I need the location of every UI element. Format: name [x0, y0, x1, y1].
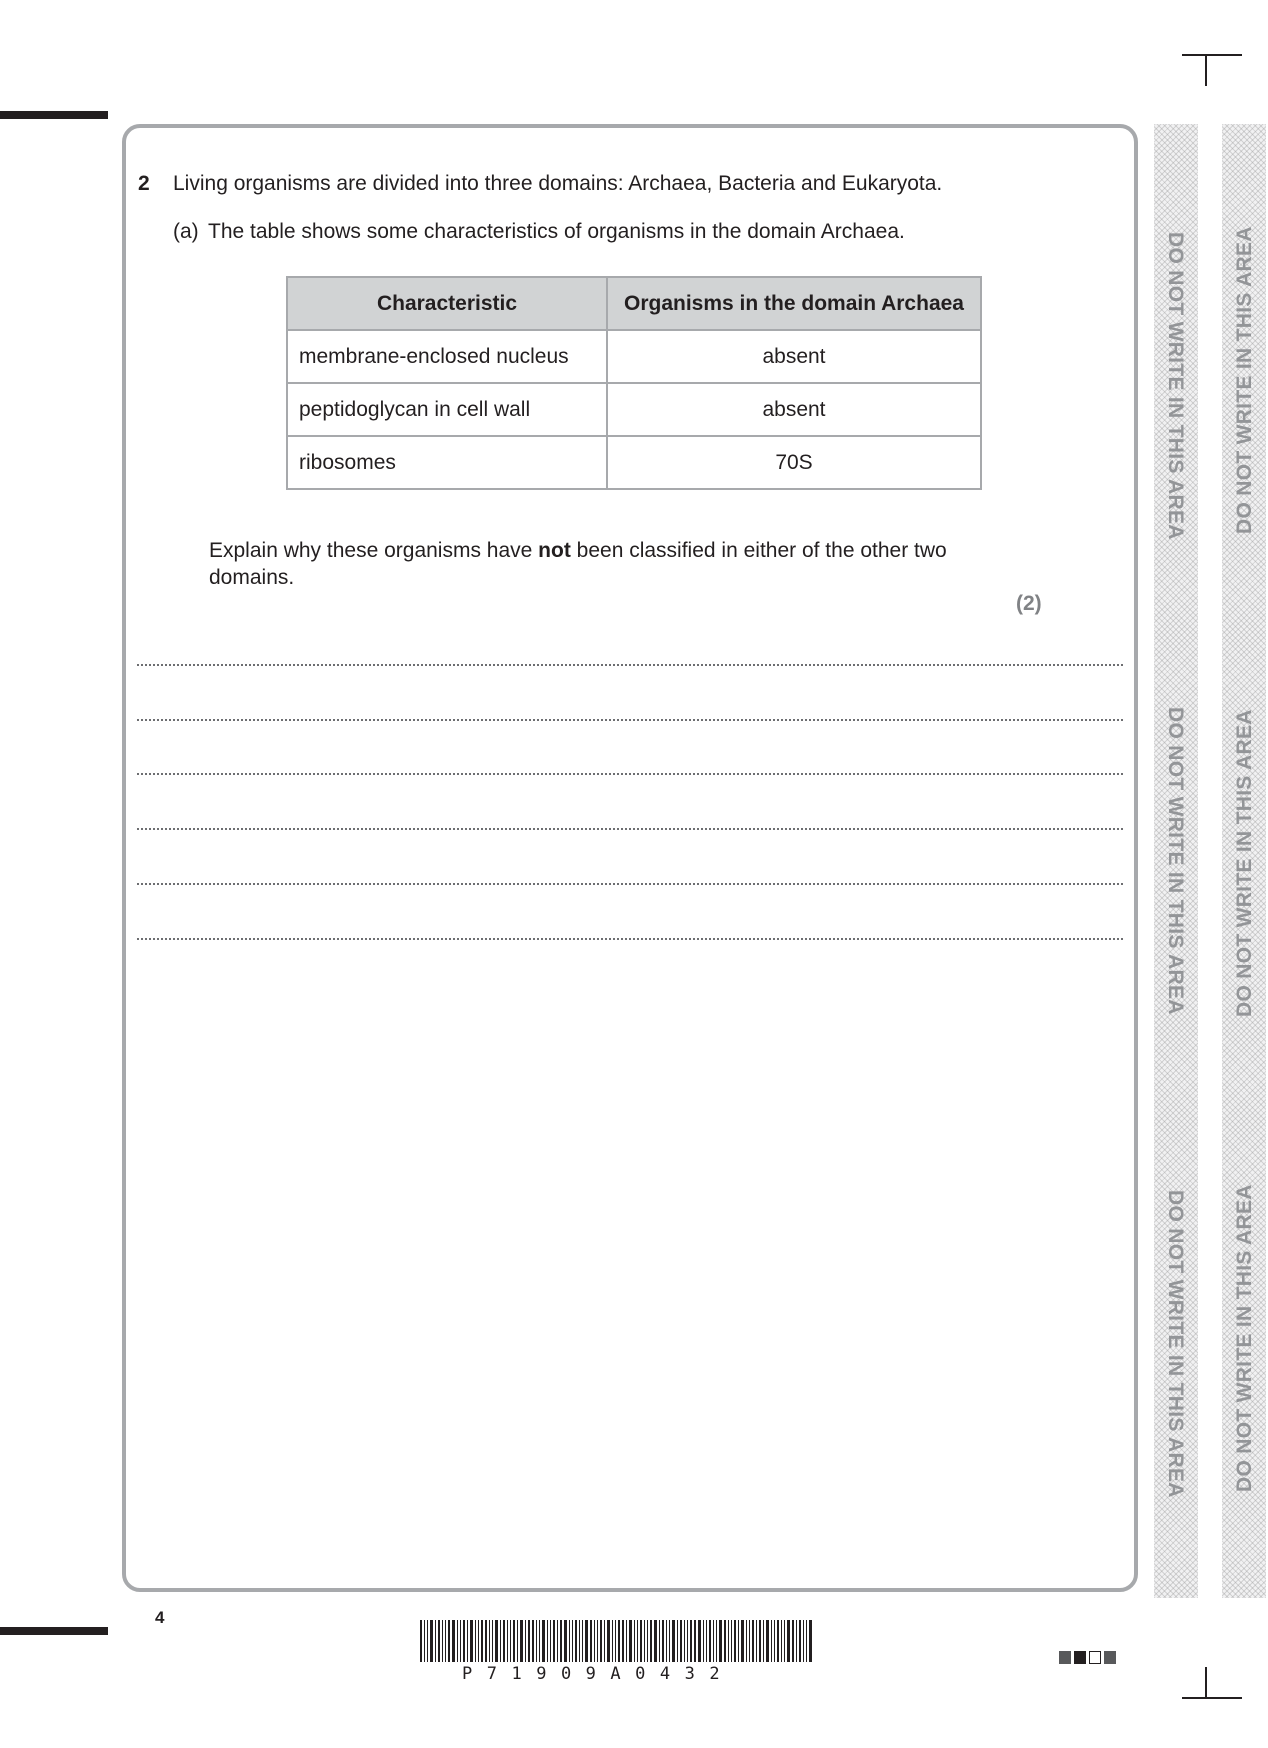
- page-marker-block: [1104, 1651, 1116, 1664]
- barcode-stripe: [604, 1620, 605, 1662]
- barcode-stripe: [557, 1620, 558, 1662]
- table-cell: 70S: [607, 436, 981, 489]
- barcode-stripe: [542, 1620, 545, 1662]
- barcode-stripe: [492, 1620, 493, 1662]
- part-label: (a): [173, 220, 199, 243]
- barcode-stripe: [435, 1620, 436, 1662]
- answer-line[interactable]: [137, 719, 1123, 721]
- explain-prompt: [209, 537, 969, 591]
- barcode-stripe: [680, 1620, 682, 1662]
- barcode-stripe: [560, 1620, 562, 1662]
- table-row: [287, 330, 981, 383]
- barcode-stripe: [460, 1620, 461, 1662]
- barcode-stripe: [647, 1620, 648, 1662]
- table-row: [287, 383, 981, 436]
- barcode-stripe: [756, 1620, 757, 1662]
- characteristics-table: [286, 276, 982, 490]
- barcode-stripe: [662, 1620, 664, 1662]
- barcode-stripe: [615, 1620, 616, 1662]
- barcode-stripe: [481, 1620, 483, 1662]
- barcode-stripe: [510, 1620, 511, 1662]
- barcode-stripe: [507, 1620, 508, 1662]
- barcode: [420, 1620, 842, 1662]
- part-text: The table shows some characteristics of organisms in the domain Archaea.: [208, 220, 905, 243]
- barcode-stripe: [467, 1620, 468, 1662]
- barcode-stripe: [626, 1620, 627, 1662]
- barcode-stripe: [784, 1620, 785, 1662]
- table-cell: absent: [607, 330, 981, 383]
- barcode-stripe: [536, 1620, 537, 1662]
- barcode-stripe: [687, 1620, 688, 1662]
- table-cell: peptidoglycan in cell wall: [287, 383, 607, 436]
- barcode-stripe: [777, 1620, 779, 1662]
- table-cell: absent: [607, 383, 981, 436]
- explain-text: Explain why these organisms have: [209, 539, 539, 562]
- barcode-stripe: [612, 1620, 613, 1662]
- barcode-stripe: [503, 1620, 505, 1662]
- barcode-stripe: [677, 1620, 678, 1662]
- barcode-stripe: [703, 1620, 704, 1662]
- barcode-stripe: [713, 1620, 714, 1662]
- barcode-stripe: [622, 1620, 624, 1662]
- barcode-stripe: [532, 1620, 534, 1662]
- margin-bar-top: [0, 111, 108, 119]
- table-header-row: [287, 277, 981, 330]
- barcode-stripe: [590, 1620, 592, 1662]
- barcode-stripe: [547, 1620, 548, 1662]
- barcode-stripe: [644, 1620, 645, 1662]
- table-cell: ribosomes: [287, 436, 607, 489]
- barcode-stripe: [618, 1620, 620, 1662]
- marks-available: (2): [1016, 592, 1042, 615]
- barcode-stripe: [463, 1620, 465, 1662]
- barcode-stripe: [684, 1620, 685, 1662]
- barcode-stripe: [629, 1620, 632, 1662]
- barcode-stripe: [572, 1620, 573, 1662]
- barcode-stripe: [690, 1620, 692, 1662]
- barcode-stripe: [792, 1620, 794, 1662]
- barcode-stripe: [734, 1620, 736, 1662]
- barcode-stripe: [427, 1620, 428, 1662]
- answer-line[interactable]: [137, 828, 1123, 830]
- barcode-stripe: [452, 1620, 455, 1662]
- answer-line[interactable]: [137, 773, 1123, 775]
- table-header-cell: Characteristic: [287, 277, 607, 330]
- barcode-stripe: [575, 1620, 577, 1662]
- crop-mark: [1205, 1667, 1207, 1697]
- barcode-stripe: [640, 1620, 642, 1662]
- barcode-stripe: [475, 1620, 476, 1662]
- barcode-stripe: [634, 1620, 635, 1662]
- barcode-stripe: [752, 1620, 754, 1662]
- barcode-stripe: [594, 1620, 595, 1662]
- barcode-stripe: [585, 1620, 588, 1662]
- barcode-stripe: [457, 1620, 458, 1662]
- barcode-stripe: [741, 1620, 744, 1662]
- barcode-text: P71909A0432: [462, 1664, 735, 1684]
- page-marker-blocks: [1059, 1651, 1119, 1664]
- barcode-stripe: [716, 1620, 717, 1662]
- table-cell: membrane-enclosed nucleus: [287, 330, 607, 383]
- barcode-stripe: [470, 1620, 473, 1662]
- barcode-stripe: [666, 1620, 667, 1662]
- page-number: 4: [155, 1608, 165, 1627]
- answer-line[interactable]: [137, 883, 1123, 885]
- barcode-stripe: [719, 1620, 722, 1662]
- barcode-stripe: [528, 1620, 530, 1662]
- barcode-stripe: [787, 1620, 790, 1662]
- barcode-stripe: [746, 1620, 747, 1662]
- barcode-stripe: [445, 1620, 446, 1662]
- barcode-stripe: [731, 1620, 732, 1662]
- table-row: [287, 436, 981, 489]
- barcode-stripe: [654, 1620, 657, 1662]
- barcode-stripe: [774, 1620, 775, 1662]
- page-marker-block: [1074, 1651, 1086, 1664]
- barcode-stripe: [500, 1620, 501, 1662]
- barcode-stripe: [709, 1620, 711, 1662]
- page-marker-block: [1089, 1651, 1101, 1664]
- barcode-stripe: [442, 1620, 443, 1662]
- barcode-stripe: [724, 1620, 726, 1662]
- barcode-stripe: [738, 1620, 739, 1662]
- explain-emphasis: not: [538, 539, 571, 562]
- barcode-stripe: [806, 1620, 807, 1662]
- barcode-stripe: [495, 1620, 498, 1662]
- barcode-stripe: [517, 1620, 518, 1662]
- barcode-stripe: [749, 1620, 750, 1662]
- question-number: 2: [138, 172, 150, 195]
- barcode-stripe: [525, 1620, 526, 1662]
- crop-mark: [1182, 54, 1242, 56]
- barcode-stripe: [513, 1620, 515, 1662]
- barcode-stripe: [672, 1620, 675, 1662]
- barcode-stripe: [759, 1620, 761, 1662]
- barcode-stripe: [489, 1620, 490, 1662]
- question-part: [173, 220, 905, 244]
- barcode-stripe: [650, 1620, 652, 1662]
- crop-mark: [1205, 56, 1207, 86]
- barcode-stripe: [600, 1620, 602, 1662]
- barcode-stripe: [706, 1620, 707, 1662]
- barcode-stripe: [796, 1620, 797, 1662]
- barcode-stripe: [763, 1620, 764, 1662]
- barcode-stripe: [694, 1620, 696, 1662]
- barcode-stripe: [766, 1620, 769, 1662]
- barcode-stripe: [430, 1620, 433, 1662]
- barcode-stripe: [569, 1620, 570, 1662]
- barcode-stripe: [550, 1620, 551, 1662]
- barcode-stripe: [485, 1620, 487, 1662]
- margin-bar-bottom: [0, 1627, 108, 1635]
- barcode-stripe: [438, 1620, 440, 1662]
- barcode-stripe: [553, 1620, 555, 1662]
- barcode-stripe: [520, 1620, 523, 1662]
- barcode-stripe: [582, 1620, 583, 1662]
- table-header-cell: Organisms in the domain Archaea: [607, 277, 981, 330]
- barcode-stripe: [607, 1620, 610, 1662]
- question-stem: Living organisms are divided into three domains: Archaea, Bacteria and Eukaryota.: [173, 172, 943, 195]
- barcode-stripe: [424, 1620, 425, 1662]
- crop-mark: [1182, 1697, 1242, 1699]
- barcode-stripe: [637, 1620, 638, 1662]
- barcode-stripe: [799, 1620, 801, 1662]
- barcode-stripe: [669, 1620, 670, 1662]
- barcode-stripe: [659, 1620, 660, 1662]
- page-marker-block: [1059, 1651, 1071, 1664]
- barcode-stripe: [448, 1620, 450, 1662]
- barcode-stripe: [803, 1620, 804, 1662]
- barcode-stripe: [579, 1620, 580, 1662]
- barcode-stripe: [781, 1620, 782, 1662]
- barcode-stripe: [564, 1620, 567, 1662]
- barcode-stripe: [809, 1620, 812, 1662]
- explain-text-end: been classified in either of the other two domains.: [209, 539, 947, 589]
- answer-line[interactable]: [137, 938, 1123, 940]
- barcode-stripe: [771, 1620, 772, 1662]
- barcode-stripe: [698, 1620, 701, 1662]
- barcode-stripe: [539, 1620, 540, 1662]
- barcode-stripe: [420, 1620, 422, 1662]
- answer-line[interactable]: [137, 664, 1123, 666]
- barcode-stripe: [728, 1620, 729, 1662]
- barcode-stripe: [478, 1620, 479, 1662]
- barcode-stripe: [597, 1620, 598, 1662]
